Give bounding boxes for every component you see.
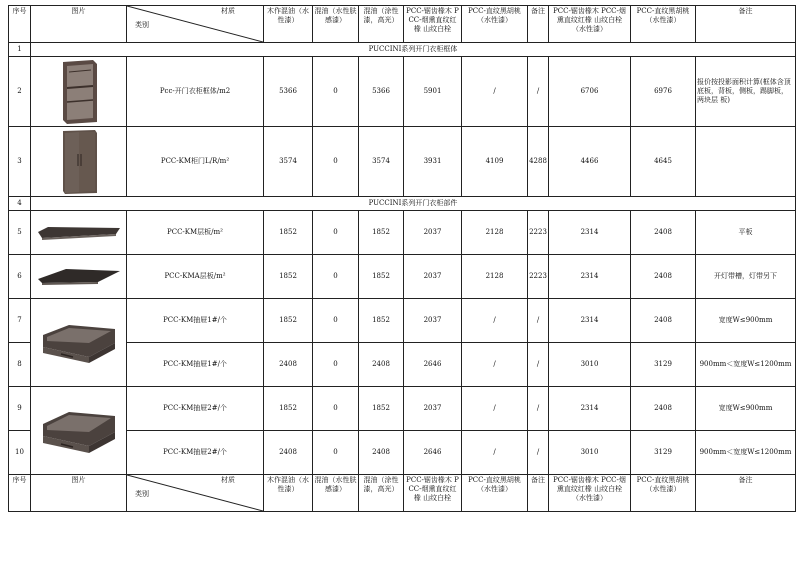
price-cell: 0 (313, 431, 359, 475)
header-col: 备注 (696, 475, 796, 512)
row-name: PCC-KM柜门L/R/m² (127, 127, 264, 197)
price-cell: 0 (313, 387, 359, 431)
price-cell: 6706 (549, 57, 631, 127)
price-cell: 4109 (462, 127, 528, 197)
table-row (9, 431, 796, 475)
table-row (9, 387, 796, 431)
price-cell: 5366 (359, 57, 404, 127)
price-cell: 1852 (264, 387, 313, 431)
price-cell: 6976 (631, 57, 696, 127)
section-no: 4 (9, 197, 31, 211)
header-category: 类别 (135, 490, 149, 498)
price-cell: 2037 (404, 211, 462, 255)
price-cell: 2408 (631, 299, 696, 343)
price-cell: / (462, 57, 528, 127)
header-seq: 序号 (9, 6, 31, 43)
table-row (9, 211, 796, 255)
price-cell: 2128 (462, 211, 528, 255)
footer-header-row (9, 475, 796, 512)
price-cell: 0 (313, 127, 359, 197)
header-col: PCC-直纹黑胡桃（水性漆） (631, 6, 696, 43)
price-cell: 2314 (549, 299, 631, 343)
price-cell: 4288 (528, 127, 549, 197)
section-title: PUCCINI系列开门衣柜框体 (31, 43, 796, 57)
header-col: 备注 (528, 475, 549, 512)
price-cell: 2408 (264, 343, 313, 387)
section-row (9, 43, 796, 57)
price-cell: 3129 (631, 431, 696, 475)
header-col: PCC-直纹黑胡桃（水性漆） (462, 475, 528, 512)
price-cell: 5366 (264, 57, 313, 127)
header-col: PCC-直纹黑胡桃（水性漆） (631, 475, 696, 512)
price-cell: / (462, 387, 528, 431)
header-col: 混油（水性肤感漆） (313, 475, 359, 512)
price-cell: 2128 (462, 255, 528, 299)
price-cell: 2646 (404, 343, 462, 387)
header-col: PCC-锯齿橡木 PCC-烟熏直纹红橡 山纹白栓 (404, 475, 462, 512)
section-title: PUCCINI系列开门衣柜部件 (31, 197, 796, 211)
row-note: 900mm＜宽度W≤1200mm (696, 431, 796, 475)
price-cell: 2646 (404, 431, 462, 475)
row-no: 2 (9, 57, 31, 127)
price-cell: 1852 (264, 299, 313, 343)
price-cell: 2408 (631, 255, 696, 299)
drawer-1-icon (31, 299, 127, 387)
price-cell: 1852 (264, 255, 313, 299)
price-cell: 3574 (359, 127, 404, 197)
price-cell: 2314 (549, 387, 631, 431)
drawer-2-icon (31, 387, 127, 475)
row-note: 平板 (696, 211, 796, 255)
price-cell: 3129 (631, 343, 696, 387)
header-col: 备注 (528, 6, 549, 43)
header-col: PCC-锯齿橡木 PCC-烟熏直纹红橡 山纹白栓（水性漆） (549, 475, 631, 512)
price-cell: 0 (313, 57, 359, 127)
row-name: PCC-KMA层板/m² (127, 255, 264, 299)
price-cell: 1852 (359, 211, 404, 255)
price-cell: 5901 (404, 57, 462, 127)
price-table (8, 5, 796, 512)
price-cell: 1852 (359, 299, 404, 343)
header-col: 混油（涂性漆，高光） (359, 6, 404, 43)
price-cell: 2037 (404, 299, 462, 343)
header-category-material (127, 475, 264, 512)
header-col: 混油（涂性漆，高光） (359, 475, 404, 512)
price-cell: 0 (313, 211, 359, 255)
price-cell: 2223 (528, 211, 549, 255)
header-image: 图片 (31, 6, 127, 43)
row-note: 开灯带槽，灯带另下 (696, 255, 796, 299)
price-cell: 3931 (404, 127, 462, 197)
header-col: 木作混油（水性漆） (264, 6, 313, 43)
row-note: 900mm＜宽度W≤1200mm (696, 343, 796, 387)
price-cell: 2223 (528, 255, 549, 299)
header-seq: 序号 (9, 475, 31, 512)
price-cell: / (462, 431, 528, 475)
row-name: Pcc-开门衣柜框体/m2 (127, 57, 264, 127)
price-cell: 2314 (549, 211, 631, 255)
price-cell: / (528, 57, 549, 127)
price-cell: 3010 (549, 343, 631, 387)
price-cell: / (528, 299, 549, 343)
row-name: PCC-KM层板/m² (127, 211, 264, 255)
wardrobe-door-icon (31, 127, 127, 197)
price-cell: 4645 (631, 127, 696, 197)
price-cell: / (528, 387, 549, 431)
price-cell: 2037 (404, 387, 462, 431)
header-col: PCC-直纹黑胡桃（水性漆） (462, 6, 528, 43)
header-category-material (127, 6, 264, 43)
table-row (9, 343, 796, 387)
section-no: 1 (9, 43, 31, 57)
header-col: PCC-锯齿橡木 PCC-烟熏直纹红橡 山纹白栓 (404, 6, 462, 43)
price-cell: 2408 (631, 211, 696, 255)
price-cell: 2408 (631, 387, 696, 431)
row-no: 9 (9, 387, 31, 431)
table-row (9, 255, 796, 299)
price-cell: 4466 (549, 127, 631, 197)
header-col: 木作混油（水性漆） (264, 475, 313, 512)
table-row (9, 57, 796, 127)
row-name: PCC-KM抽屉1#/个 (127, 299, 264, 343)
row-no: 8 (9, 343, 31, 387)
header-row (9, 6, 796, 43)
row-name: PCC-KM抽屉1#/个 (127, 343, 264, 387)
price-cell: 2408 (264, 431, 313, 475)
wardrobe-frame-icon (31, 57, 127, 127)
row-no: 6 (9, 255, 31, 299)
price-cell: 0 (313, 255, 359, 299)
row-note: 宽度W≤900mm (696, 299, 796, 343)
row-note: 宽度W≤900mm (696, 387, 796, 431)
header-col: PCC-锯齿橡木 PCC-烟熏直纹红橡 山纹白栓（水性漆） (549, 6, 631, 43)
price-cell: / (462, 343, 528, 387)
header-material: 材质 (221, 476, 235, 484)
price-cell: / (528, 431, 549, 475)
price-cell: 0 (313, 343, 359, 387)
table-row (9, 299, 796, 343)
price-cell: / (528, 343, 549, 387)
price-cell: 2408 (359, 343, 404, 387)
price-cell: 2314 (549, 255, 631, 299)
header-image: 图片 (31, 475, 127, 512)
row-name: PCC-KM抽屉2#/个 (127, 431, 264, 475)
row-note: 报价按投影面积计算(框体含顶底板，背板，侧板，踢脚板，两块层 板) (696, 57, 796, 127)
price-cell: 2408 (359, 431, 404, 475)
row-no: 5 (9, 211, 31, 255)
row-name: PCC-KM抽屉2#/个 (127, 387, 264, 431)
header-col: 混油（水性肤感漆） (313, 6, 359, 43)
header-col: 备注 (696, 6, 796, 43)
price-cell: 3010 (549, 431, 631, 475)
price-cell: 1852 (359, 255, 404, 299)
shelf-board-groove-icon (31, 255, 127, 299)
row-no: 3 (9, 127, 31, 197)
header-category: 类别 (135, 21, 149, 29)
row-no: 10 (9, 431, 31, 475)
table-row (9, 127, 796, 197)
row-no: 7 (9, 299, 31, 343)
price-cell: 0 (313, 299, 359, 343)
section-row (9, 197, 796, 211)
row-note (696, 127, 796, 197)
price-cell: 2037 (404, 255, 462, 299)
shelf-board-icon (31, 211, 127, 255)
price-cell: 1852 (264, 211, 313, 255)
price-cell: / (462, 299, 528, 343)
price-cell: 3574 (264, 127, 313, 197)
header-material: 材质 (221, 7, 235, 15)
price-cell: 1852 (359, 387, 404, 431)
